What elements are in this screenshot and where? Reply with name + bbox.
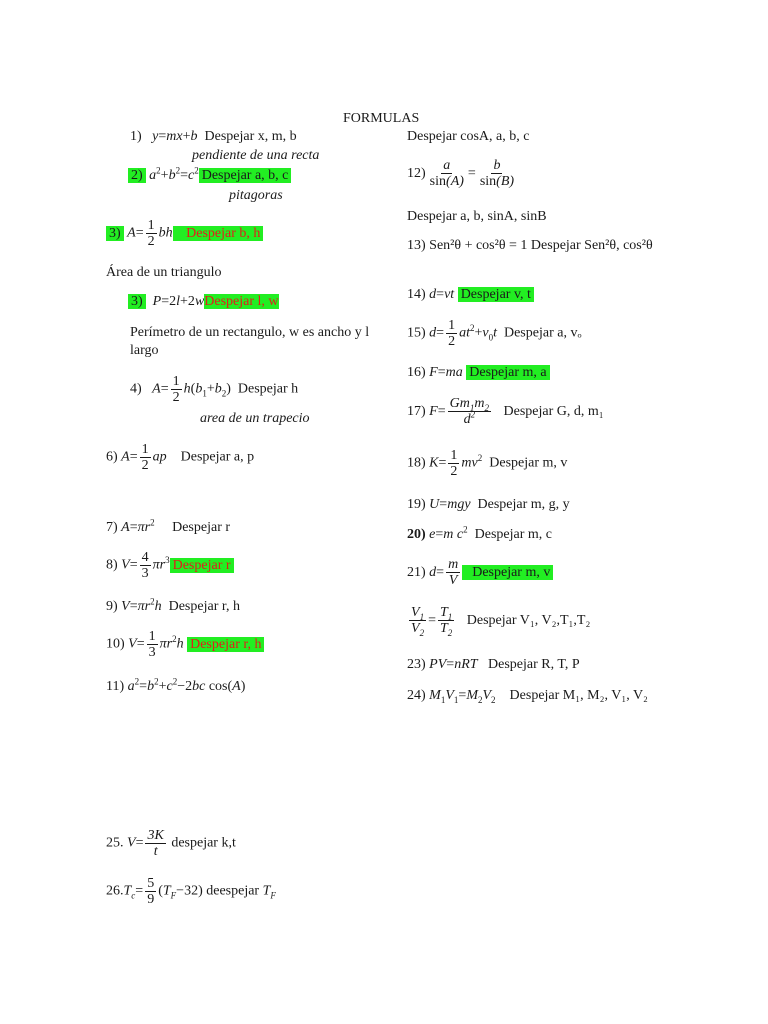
- formula-1: 1) y=mx+b Despejar x, m, b: [130, 129, 297, 144]
- page-title: FORMULAS: [343, 111, 420, 126]
- formula-14: 14) d=vt Despejar v, t: [407, 286, 534, 304]
- formula-17-task: Despejar G, d, m₁: [503, 404, 604, 419]
- formula-4: 4) A= $\frac{1}{2}$ $h(b_1+b_2)$ Despejar h: [130, 374, 299, 405]
- formula-6: 6) A= $\frac{1}{2}$ ap Despejar a, p: [106, 442, 255, 473]
- formula-19-task: Despejar m, g, y: [477, 497, 570, 512]
- formula-11: 11) $a^2=b^2+c^2-2bc$ cos(A): [106, 676, 246, 694]
- formula-18-task: Despejar m, v: [489, 455, 568, 471]
- formula-3-task: Despejar b, h: [173, 226, 264, 241]
- formula-1-task: Despejar x, m, b: [204, 129, 297, 144]
- formula-15-task: Despejar a, vₒ: [503, 325, 582, 341]
- formula-12-task: Despejar a, b, sinA, sinB: [407, 209, 547, 224]
- formula-18: 18) K= $\frac{1}{2}$ $mv^2$ Despejar m, v: [407, 448, 568, 479]
- formula-26-task: deespejar: [206, 883, 260, 899]
- formula-22: $\frac{V_1}{V_2}$ = $\frac{T_1}{T_2}$ Despejar V₁, V₂,T₁,T₂: [411, 605, 591, 639]
- formula-4-note: area de un trapecio: [200, 411, 310, 426]
- formula-2-note: pitagoras: [229, 188, 283, 203]
- formula-25-task: despejar k,t: [171, 835, 236, 851]
- formula-2-task: Despejar a, b, c: [199, 168, 292, 183]
- formula-16-task: Despejar m, a: [466, 365, 549, 380]
- formula-24: 24) $M_1V_1=M_2V_2$ Despejar M₁, M₂, V₁, V₂: [407, 688, 648, 705]
- formula-9: 9) $V=\pi r^2h$ Despejar r, h: [106, 596, 240, 614]
- formula-1-note: pendiente de una recta: [192, 148, 320, 163]
- formula-19: 19) U=mgy Despejar m, g, y: [407, 497, 570, 512]
- formula-21-task: Despejar m, v: [462, 565, 553, 580]
- formula-20-task: Despejar m, c: [474, 527, 552, 542]
- formula-3b: 3) P=2l+2wDespejar l, w: [128, 293, 279, 311]
- formula-14-task: Despejar v, t: [458, 287, 534, 302]
- formula-16: 16) F=ma Despejar m, a: [407, 364, 550, 382]
- formula-7-task: Despejar r: [172, 520, 231, 535]
- formula-22-task: Despejar V₁, V₂,T₁,T₂: [466, 613, 591, 628]
- formula-20: 20) e=m $c^2$ Despejar m, c: [407, 524, 552, 542]
- formula-13: 13) Sen²θ + cos²θ = 1 Despejar Sen²θ, cos²θ: [407, 238, 653, 253]
- formula-10-task: Despejar r, h: [187, 637, 264, 652]
- formula-7: 7) $A=\pi r^2$ Despejar r: [106, 517, 231, 535]
- formula-26: $26.T_c=$ $\frac{5}{9}$ $(T_F-32)$ deespejar $T_F$: [106, 876, 276, 907]
- formula-3b-task: Despejar l, w: [204, 294, 279, 309]
- formula-8: 8) V= $\frac{4}{3}$ $\pi r^3$ Despejar r: [106, 550, 234, 581]
- formula-17: 17) F= $\frac{Gm_1m_2}{d^2}$ Despejar G, d, m₁: [407, 396, 604, 428]
- formula-25: 25. V= $\frac{3K}{t}$ despejar k,t: [106, 828, 236, 859]
- formula-6-task: Despejar a, p: [180, 449, 255, 465]
- formula-23-task: Despejar R, T, P: [488, 657, 580, 672]
- formula-3: 3) A= $\frac{1}{2}$ bh Despejar b, h: [106, 218, 263, 249]
- formula-3b-note: Perímetro de un rectangulo, w es ancho y l largo: [130, 325, 370, 358]
- formula-15: 15) d= $\frac{1}{2}$ $at^2+v_0t$ Despejar a, vₒ: [407, 318, 582, 349]
- formula-2: 2) $a^2+b^2=c^2$ Despejar a, b, c: [128, 167, 291, 185]
- formula-24-task: Despejar M₁, M₂, V₁, V₂: [509, 688, 648, 703]
- formula-4-task: Despejar h: [237, 381, 299, 397]
- formula-21: 21) d= $\frac{m}{V}$ Despejar m, v: [407, 557, 553, 589]
- formula-3-note: Área de un triangulo: [106, 265, 222, 280]
- formula-12: 12) $\frac{a}{\sin(A)}$ = $\frac{b}{\sin(B)}$: [407, 158, 515, 190]
- formula-23: 23) PV=nRT Despejar R, T, P: [407, 657, 580, 672]
- formula-8-task: Despejar r: [170, 558, 234, 573]
- formula-9-task: Despejar r, h: [168, 599, 240, 614]
- formula-11-task: Despejar cosA, a, b, c: [407, 129, 530, 144]
- formula-10: 10) V= $\frac{1}{3}$ $\pi r^2h$ Despejar r, h: [106, 629, 264, 660]
